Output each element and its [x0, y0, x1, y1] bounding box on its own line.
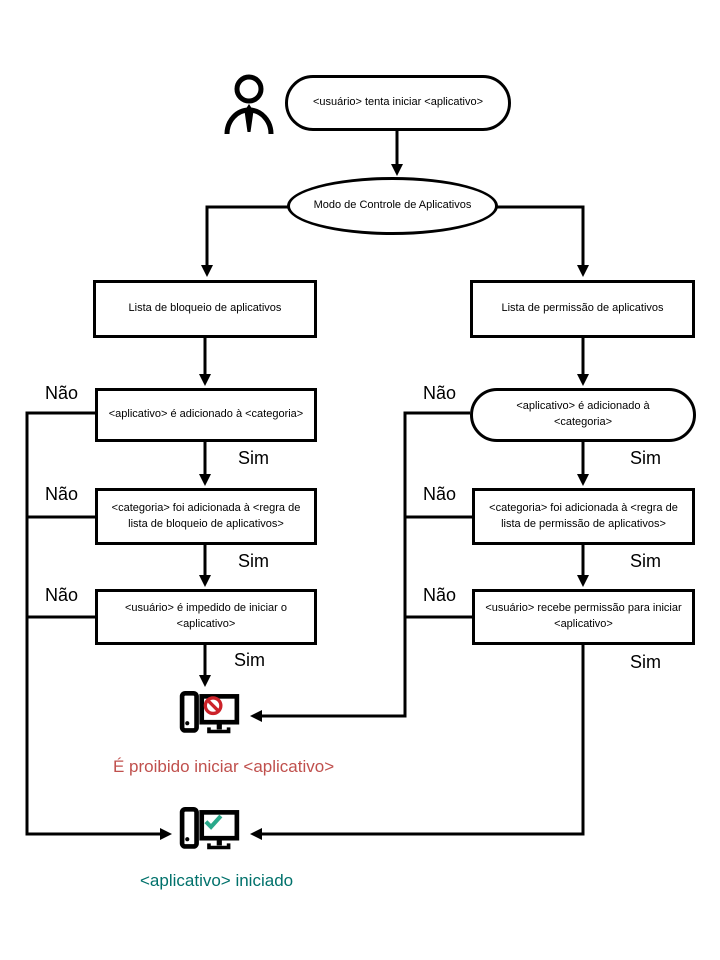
label-yes-left-1: Sim: [238, 448, 269, 468]
node-deny-app-in-category: [95, 388, 317, 442]
node-deny-user-blocked: [95, 589, 317, 645]
forbidden-outcome-text: É proibido iniciar <aplicativo>: [113, 757, 335, 776]
connector-right-no-rail: [261, 413, 470, 716]
arrowhead: [391, 164, 403, 176]
label-no-left-1: Não: [45, 383, 79, 403]
label-yes-right-1: Sim: [630, 448, 661, 468]
node-deny-category-in-rule-label: <categoria> foi adicionada à <regra de lista de bloqueio de aplicativos>: [111, 501, 301, 530]
connector-right-yes-rail: [261, 645, 583, 834]
arrowhead: [250, 710, 262, 722]
label-yes-left-3: Sim: [234, 650, 265, 670]
node-allow-app-in-category-label: <aplicativo> é adicionado à <categoria>: [516, 400, 650, 428]
node-start-label: <usuário> tenta iniciar <aplicativo>: [313, 96, 483, 109]
arrowhead: [250, 828, 262, 840]
node-allow-user-permitted: [472, 589, 695, 645]
node-allow-category-in-rule-label: <categoria> foi adicionada à <regra de lista de permissão de aplicativos>: [489, 501, 678, 530]
node-app-control-mode: [287, 177, 498, 235]
node-start: [285, 75, 511, 131]
arrowhead: [199, 474, 211, 486]
user-icon: [221, 74, 277, 136]
arrowhead: [577, 575, 589, 587]
label-no-left-2: Não: [45, 484, 79, 504]
label-no-right-3: Não: [423, 585, 457, 605]
node-allowlist: [470, 280, 695, 338]
node-app-control-mode-label: Modo de Controle de Aplicativos: [313, 199, 472, 212]
arrowhead: [577, 474, 589, 486]
node-denylist-label: Lista de bloqueio de aplicativos: [128, 302, 282, 315]
computer-blocked-icon: [179, 690, 241, 742]
label-yes-right-2: Sim: [630, 551, 661, 571]
arrowhead: [577, 265, 589, 277]
started-outcome-text: <aplicativo> iniciado: [140, 871, 294, 890]
label-yes-right-3: Sim: [630, 652, 661, 672]
node-denylist: [93, 280, 317, 338]
computer-check-icon: [179, 806, 241, 858]
node-allow-app-in-category: [470, 388, 696, 442]
label-no-right-2: Não: [423, 484, 457, 504]
node-allow-user-permitted-label: <usuário> recebe permissão para iniciar <aplicativo>: [485, 602, 682, 630]
label-no-right-1: Não: [423, 383, 457, 403]
connector-mode-to-allowlist: [496, 207, 583, 266]
arrowhead: [160, 828, 172, 840]
node-deny-user-blocked-label: <usuário> é impedido de iniciar o <aplicativo>: [124, 602, 288, 630]
arrowhead: [199, 675, 211, 687]
label-yes-left-2: Sim: [238, 551, 269, 571]
connector-mode-to-denylist: [207, 207, 288, 266]
node-deny-category-in-rule: [95, 488, 317, 545]
arrowhead: [199, 575, 211, 587]
arrowhead: [201, 265, 213, 277]
node-allow-category-in-rule: [472, 488, 695, 545]
arrowhead: [199, 374, 211, 386]
label-no-left-3: Não: [45, 585, 79, 605]
node-allowlist-label: Lista de permissão de aplicativos: [501, 302, 664, 315]
node-deny-app-in-category-label: <aplicativo> é adicionado à <categoria>: [108, 408, 304, 421]
arrowhead: [577, 374, 589, 386]
